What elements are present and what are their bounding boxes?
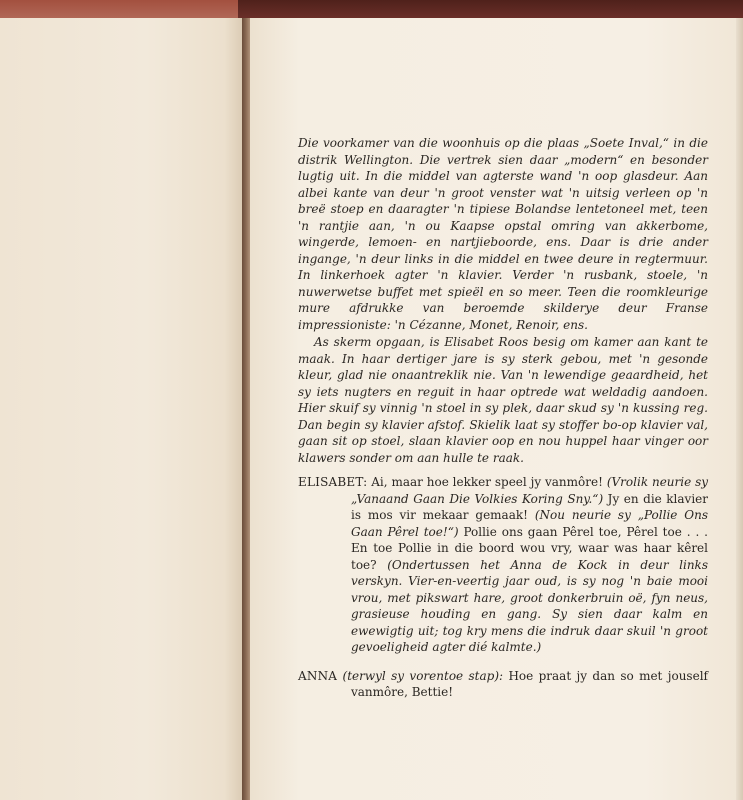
dialogue-line: Jy en die klavier is mos vir mekaar gemaak! — [351, 491, 708, 522]
cover-edge-left — [0, 0, 238, 20]
speech-elisabet — [298, 474, 708, 656]
dialogue-line: Ai, maar hoe lekker speel jy vanmôre! — [371, 475, 603, 489]
cover-edge-right — [238, 0, 743, 20]
speech-anna — [298, 668, 708, 701]
speaker-name: ANNA — [298, 668, 338, 683]
page-edge — [736, 18, 743, 800]
page-text — [298, 135, 708, 713]
stage-paragraph-setting: Die voorkamer van die woonhuis op die plaas „Soete Inval,“ in die distrik Wellington. Die vertrek sien daar „modern“ en besonder lugtig uit. In die middel van agterste wand 'n oop glasdeur. Aan albei kante van deur 'n groot venster wat 'n uitsig verleen op 'n breë stoep en daaragter 'n tipiese Bolandse lentetoneel met, teen 'n rantjie aan, 'n ou Kaapse opstal omring van akkerbome, wingerde, lemoen- en nartjieboorde, ens. Daar is drie ander ingange, 'n deur links in die middel en twee deure in regtermuur. In linkerhoek agter 'n klavier. Verder 'n rusbank, stoele, 'n nuwerwetse buffet met spieël en so meer. Teen die roomkleurige mure afdrukke van beroemde skilderye deur Franse impressioniste: 'n Cézanne, Monet, Renoir, ens. — [298, 136, 708, 332]
stage-direction: (Nou neurie sy „Pollie Ons Gaan Pêrel toe!“) — [351, 508, 708, 539]
stage-direction: (terwyl sy vorentoe stap): — [342, 668, 504, 683]
stage-direction: (Ondertussen het Anna de Kock in deur links verskyn. Vier-en-veertig jaar oud, is sy nog 'n baie mooi vrou, met pikswart hare, groot donkerbruin oë, fyn neus, grasieuse houding en gang. Sy sien daar kalm en ewewigtig uit; tog kry mens die indruk daar skuil 'n groot gevoeligheid agter dié kalmte.) — [351, 557, 708, 654]
dialogue-line: Pollie ons gaan Pêrel toe, Pêrel toe . . . En toe Pollie in die boord wou vry, waar was haar kêrel toe? — [351, 524, 708, 572]
stage-paragraph-elisabet: As skerm opgaan, is Elisabet Roos besig om kamer aan kant te maak. In haar dertiger jare is sy sterk gebou, met 'n gesonde kleur, glad nie onaantreklik nie. Van 'n lewendige geaardheid, het sy iets nugters en reguit in haar optrede wat weldadig aandoen. Hier skuif sy vinnig 'n stoel in sy plek, daar skud sy 'n kussing reg. Dan begin sy klavier afstof. Skielik laat sy stoffer bo-op klavier val, gaan sit op stoel, slaan klavier oop en nou huppel haar vinger oor klawers sonder om aan hulle te raak. — [298, 335, 708, 465]
stage-direction: (Vrolik neurie sy „Vanaand Gaan Die Volkies Koring Sny.“) — [351, 475, 709, 506]
dialogue-line: Hoe praat jy dan so met jouself vanmôre, Bettie! — [351, 668, 708, 699]
speaker-name: ELISABET: — [298, 475, 368, 489]
left-page-blank — [0, 18, 244, 800]
stage-directions — [298, 135, 708, 466]
